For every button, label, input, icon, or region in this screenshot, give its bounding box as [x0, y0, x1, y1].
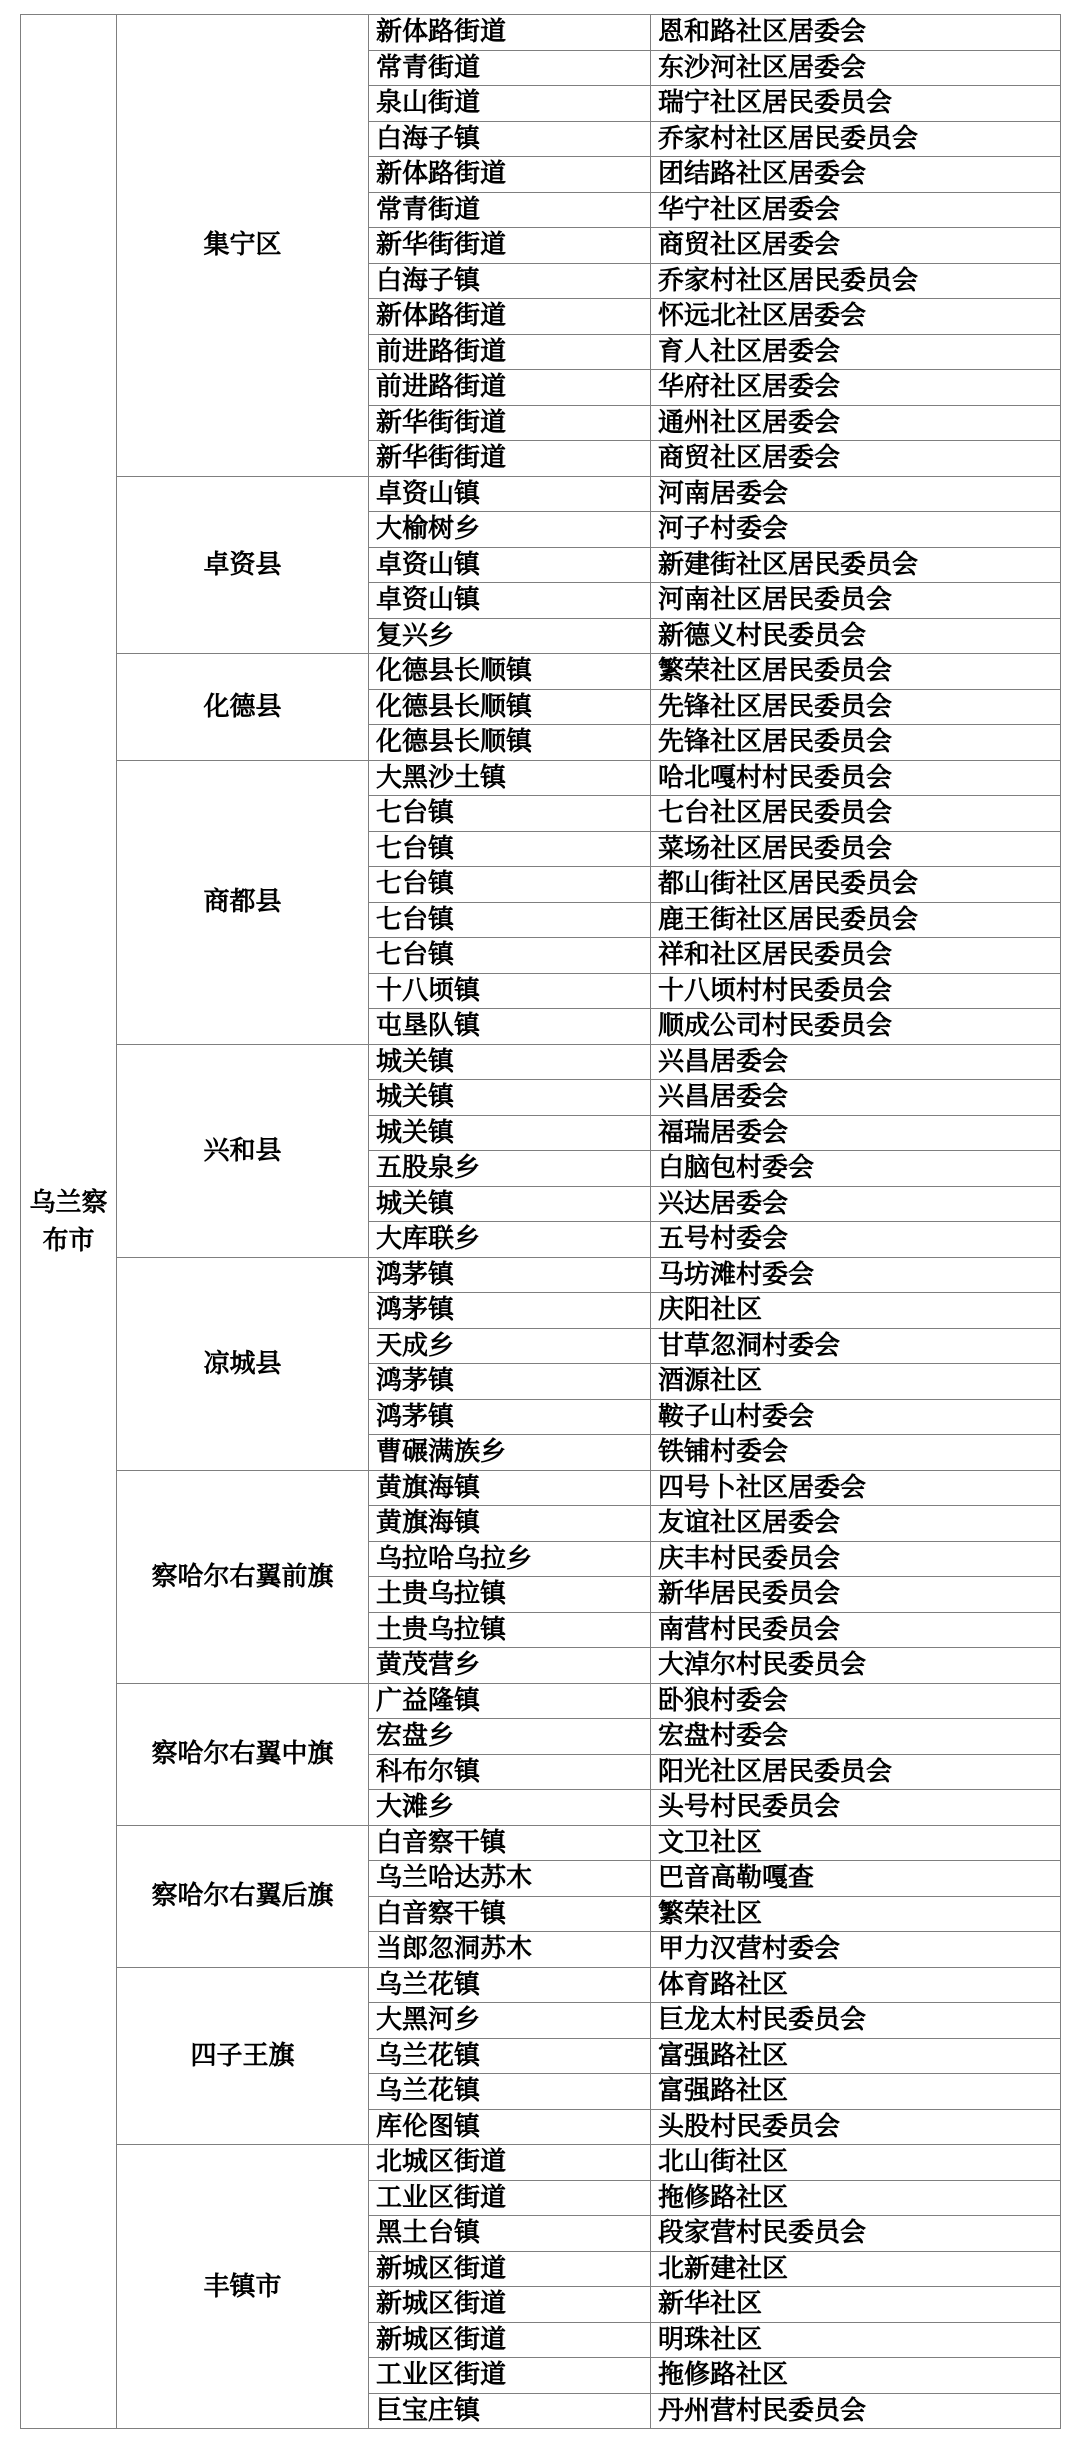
community-cell: 巴音高勒嘎查: [651, 1861, 1061, 1897]
town-cell: 广益隆镇: [369, 1683, 651, 1719]
town-cell: 土贵乌拉镇: [369, 1577, 651, 1613]
community-cell: 河子村委会: [651, 512, 1061, 548]
town-cell: 曹碾满族乡: [369, 1435, 651, 1471]
town-cell: 乌拉哈乌拉乡: [369, 1541, 651, 1577]
community-cell: 繁荣社区居民委员会: [651, 654, 1061, 690]
town-cell: 白海子镇: [369, 263, 651, 299]
community-cell: 文卫社区: [651, 1825, 1061, 1861]
town-cell: 常青街道: [369, 192, 651, 228]
town-cell: 化德县长顺镇: [369, 725, 651, 761]
town-cell: 乌兰花镇: [369, 1967, 651, 2003]
town-cell: 七台镇: [369, 796, 651, 832]
community-cell: 兴昌居委会: [651, 1044, 1061, 1080]
table-row: [21, 1470, 1061, 1506]
community-cell: 马坊滩村委会: [651, 1257, 1061, 1293]
town-cell: 前进路街道: [369, 370, 651, 406]
community-cell: 宏盘村委会: [651, 1719, 1061, 1755]
town-cell: 卓资山镇: [369, 583, 651, 619]
community-cell: 阳光社区居民委员会: [651, 1754, 1061, 1790]
town-cell: 北城区街道: [369, 2145, 651, 2181]
town-cell: 大榆树乡: [369, 512, 651, 548]
district-cell: 四子王旗: [117, 1967, 369, 2145]
community-cell: 先锋社区居民委员会: [651, 725, 1061, 761]
community-cell: 头股村民委员会: [651, 2109, 1061, 2145]
town-cell: 七台镇: [369, 867, 651, 903]
community-cell: 卧狼村委会: [651, 1683, 1061, 1719]
town-cell: 黄茂营乡: [369, 1648, 651, 1684]
town-cell: 新体路街道: [369, 15, 651, 51]
community-cell: 北新建社区: [651, 2251, 1061, 2287]
town-cell: 大黑河乡: [369, 2003, 651, 2039]
town-cell: 化德县长顺镇: [369, 689, 651, 725]
community-cell: 巨龙太村民委员会: [651, 2003, 1061, 2039]
town-cell: 复兴乡: [369, 618, 651, 654]
town-cell: 科布尔镇: [369, 1754, 651, 1790]
community-cell: 铁铺村委会: [651, 1435, 1061, 1471]
community-cell: 鹿王街社区居民委员会: [651, 902, 1061, 938]
town-cell: 屯垦队镇: [369, 1009, 651, 1045]
town-cell: 白海子镇: [369, 121, 651, 157]
community-cell: 丹州营村民委员会: [651, 2393, 1061, 2429]
community-cell: 商贸社区居委会: [651, 441, 1061, 477]
community-cell: 酒源社区: [651, 1364, 1061, 1400]
district-cell: 商都县: [117, 760, 369, 1044]
district-cell: 察哈尔右翼中旗: [117, 1683, 369, 1825]
town-cell: 宏盘乡: [369, 1719, 651, 1755]
town-cell: 鸿茅镇: [369, 1364, 651, 1400]
town-cell: 巨宝庄镇: [369, 2393, 651, 2429]
community-cell: 都山街社区居民委员会: [651, 867, 1061, 903]
community-cell: 瑞宁社区居民委员会: [651, 86, 1061, 122]
town-cell: 大库联乡: [369, 1222, 651, 1258]
table-row: [21, 15, 1061, 51]
community-cell: 头号村民委员会: [651, 1790, 1061, 1826]
town-cell: 新华街街道: [369, 441, 651, 477]
town-cell: 新体路街道: [369, 299, 651, 335]
community-table: [20, 14, 1061, 2429]
town-cell: 大滩乡: [369, 1790, 651, 1826]
town-cell: 城关镇: [369, 1080, 651, 1116]
table-row: [21, 2145, 1061, 2181]
district-cell: 察哈尔右翼前旗: [117, 1470, 369, 1683]
town-cell: 土贵乌拉镇: [369, 1612, 651, 1648]
community-cell: 商贸社区居委会: [651, 228, 1061, 264]
community-cell: 新德义村民委员会: [651, 618, 1061, 654]
community-cell: 华宁社区居委会: [651, 192, 1061, 228]
town-cell: 大黑沙土镇: [369, 760, 651, 796]
community-cell: 河南社区居民委员会: [651, 583, 1061, 619]
town-cell: 五股泉乡: [369, 1151, 651, 1187]
table-row: [21, 1967, 1061, 2003]
community-cell: 拖修路社区: [651, 2358, 1061, 2394]
community-cell: 怀远北社区居委会: [651, 299, 1061, 335]
community-cell: 福瑞居委会: [651, 1115, 1061, 1151]
town-cell: 七台镇: [369, 938, 651, 974]
district-cell: 察哈尔右翼后旗: [117, 1825, 369, 1967]
community-cell: 甲力汉营村委会: [651, 1932, 1061, 1968]
community-cell: 体育路社区: [651, 1967, 1061, 2003]
community-cell: 四号卜社区居委会: [651, 1470, 1061, 1506]
town-cell: 工业区街道: [369, 2358, 651, 2394]
town-cell: 七台镇: [369, 831, 651, 867]
community-cell: 华府社区居委会: [651, 370, 1061, 406]
town-cell: 新华街街道: [369, 405, 651, 441]
town-cell: 化德县长顺镇: [369, 654, 651, 690]
town-cell: 乌兰花镇: [369, 2038, 651, 2074]
community-cell: 菜场社区居民委员会: [651, 831, 1061, 867]
community-cell: 通州社区居委会: [651, 405, 1061, 441]
town-cell: 七台镇: [369, 902, 651, 938]
community-cell: 新华社区: [651, 2287, 1061, 2323]
district-cell: 集宁区: [117, 15, 369, 477]
town-cell: 十八顷镇: [369, 973, 651, 1009]
community-cell: 新建街社区居民委员会: [651, 547, 1061, 583]
community-cell: 育人社区居委会: [651, 334, 1061, 370]
district-cell: 凉城县: [117, 1257, 369, 1470]
town-cell: 天成乡: [369, 1328, 651, 1364]
town-cell: 前进路街道: [369, 334, 651, 370]
table-row: [21, 760, 1061, 796]
town-cell: 乌兰花镇: [369, 2074, 651, 2110]
community-cell: 祥和社区居民委员会: [651, 938, 1061, 974]
community-cell: 庆阳社区: [651, 1293, 1061, 1329]
table-row: [21, 1825, 1061, 1861]
community-cell: 明珠社区: [651, 2322, 1061, 2358]
town-cell: 工业区街道: [369, 2180, 651, 2216]
town-cell: 黑土台镇: [369, 2216, 651, 2252]
community-cell: 白脑包村委会: [651, 1151, 1061, 1187]
community-cell: 顺成公司村民委员会: [651, 1009, 1061, 1045]
town-cell: 新体路街道: [369, 157, 651, 193]
community-cell: 七台社区居民委员会: [651, 796, 1061, 832]
town-cell: 泉山街道: [369, 86, 651, 122]
community-cell: 恩和路社区居委会: [651, 15, 1061, 51]
district-cell: 丰镇市: [117, 2145, 369, 2429]
town-cell: 城关镇: [369, 1044, 651, 1080]
town-cell: 新城区街道: [369, 2322, 651, 2358]
town-cell: 卓资山镇: [369, 476, 651, 512]
community-cell: 段家营村民委员会: [651, 2216, 1061, 2252]
district-cell: 兴和县: [117, 1044, 369, 1257]
town-cell: 新城区街道: [369, 2287, 651, 2323]
community-cell: 先锋社区居民委员会: [651, 689, 1061, 725]
community-cell: 庆丰村民委员会: [651, 1541, 1061, 1577]
town-cell: 白音察干镇: [369, 1825, 651, 1861]
town-cell: 当郎忽洞苏木: [369, 1932, 651, 1968]
community-cell: 乔家村社区居民委员会: [651, 263, 1061, 299]
town-cell: 城关镇: [369, 1186, 651, 1222]
community-cell: 北山街社区: [651, 2145, 1061, 2181]
town-cell: 白音察干镇: [369, 1896, 651, 1932]
town-cell: 鸿茅镇: [369, 1293, 651, 1329]
table-row: [21, 1044, 1061, 1080]
district-cell: 化德县: [117, 654, 369, 761]
community-cell: 团结路社区居委会: [651, 157, 1061, 193]
town-cell: 新城区街道: [369, 2251, 651, 2287]
community-cell: 五号村委会: [651, 1222, 1061, 1258]
town-cell: 乌兰哈达苏木: [369, 1861, 651, 1897]
community-cell: 拖修路社区: [651, 2180, 1061, 2216]
town-cell: 黄旗海镇: [369, 1506, 651, 1542]
community-table-body: [21, 15, 1061, 2429]
community-cell: 富强路社区: [651, 2074, 1061, 2110]
town-cell: 城关镇: [369, 1115, 651, 1151]
table-row: [21, 1683, 1061, 1719]
community-cell: 大淖尔村民委员会: [651, 1648, 1061, 1684]
community-cell: 兴达居委会: [651, 1186, 1061, 1222]
community-cell: 新华居民委员会: [651, 1577, 1061, 1613]
town-cell: 黄旗海镇: [369, 1470, 651, 1506]
town-cell: 新华街街道: [369, 228, 651, 264]
community-cell: 友谊社区居委会: [651, 1506, 1061, 1542]
community-cell: 河南居委会: [651, 476, 1061, 512]
community-cell: 兴昌居委会: [651, 1080, 1061, 1116]
district-cell: 卓资县: [117, 476, 369, 654]
town-cell: 卓资山镇: [369, 547, 651, 583]
community-cell: 哈北嘎村村民委员会: [651, 760, 1061, 796]
community-cell: 甘草忽洞村委会: [651, 1328, 1061, 1364]
community-cell: 繁荣社区: [651, 1896, 1061, 1932]
town-cell: 鸿茅镇: [369, 1399, 651, 1435]
community-cell: 乔家村社区居民委员会: [651, 121, 1061, 157]
community-cell: 鞍子山村委会: [651, 1399, 1061, 1435]
town-cell: 库伦图镇: [369, 2109, 651, 2145]
table-row: [21, 476, 1061, 512]
community-cell: 南营村民委员会: [651, 1612, 1061, 1648]
town-cell: 鸿茅镇: [369, 1257, 651, 1293]
town-cell: 常青街道: [369, 50, 651, 86]
city-cell: 乌兰察布市: [21, 15, 117, 2429]
community-cell: 富强路社区: [651, 2038, 1061, 2074]
community-cell: 十八顷村村民委员会: [651, 973, 1061, 1009]
table-row: [21, 1257, 1061, 1293]
table-row: [21, 654, 1061, 690]
community-cell: 东沙河社区居委会: [651, 50, 1061, 86]
